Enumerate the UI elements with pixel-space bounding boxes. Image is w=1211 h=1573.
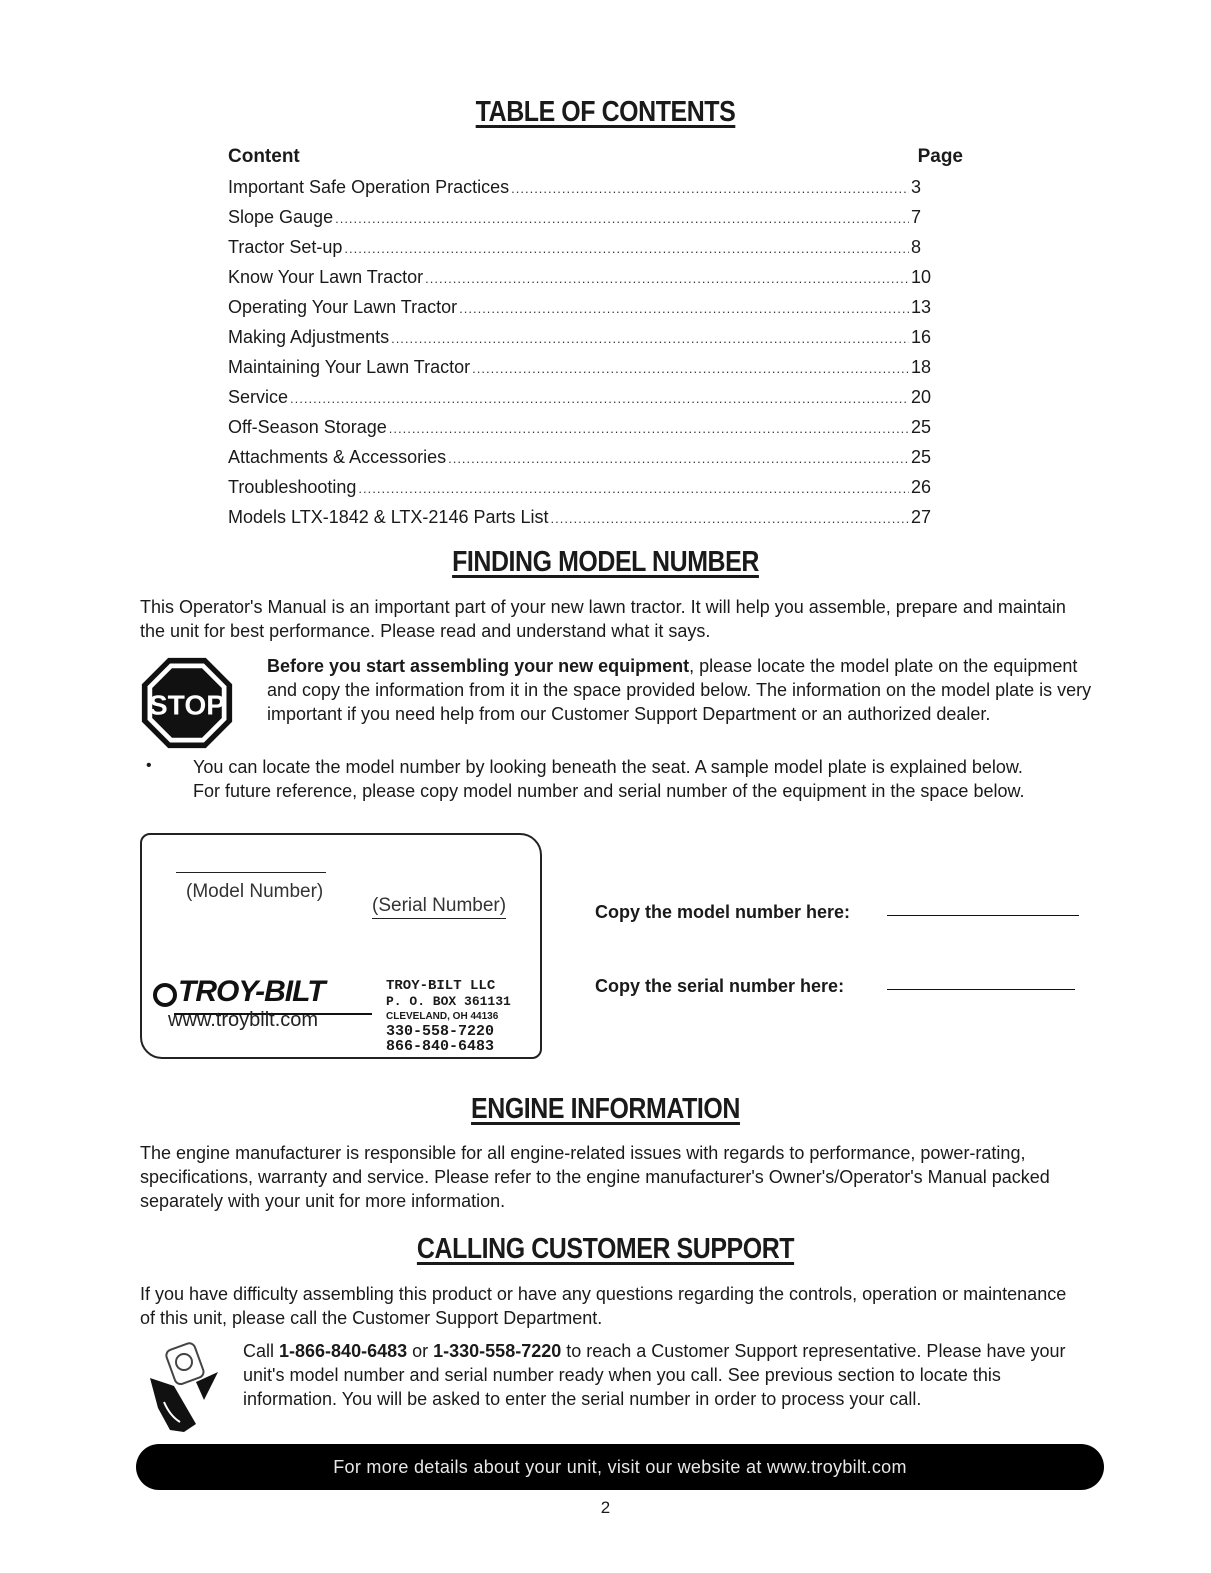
call-rest: to reach a Customer Support representative. Please have your unit's model number and serial number ready when you call. See previous section to locate this information. You will be asked to enter the serial number in order to process your call. xyxy=(243,1341,1066,1409)
toc-leader-dots xyxy=(459,292,909,324)
toc-leader-dots xyxy=(391,322,909,354)
model-location-bullet: You can locate the model number by looking beneath the seat. A sample model plate is explained below. For future reference, please copy model number and serial number of the equipment in the space below. xyxy=(193,757,1025,801)
support-call-text xyxy=(243,1339,1088,1411)
toc-row xyxy=(228,442,933,472)
copy-model-label: Copy the model number here: xyxy=(595,902,851,922)
toc-page: 25 xyxy=(911,417,932,437)
toc-leader-dots xyxy=(290,382,909,414)
toc-row xyxy=(228,322,933,352)
toc-row xyxy=(228,472,933,502)
toc-leader-dots xyxy=(472,352,909,384)
toc-page: 27 xyxy=(911,507,932,527)
plate-model-label: (Model Number) xyxy=(186,881,324,902)
toc-title: Operating Your Lawn Tractor xyxy=(228,297,458,317)
toc-title: Service xyxy=(228,387,289,407)
toc-row xyxy=(228,412,933,442)
website-banner: For more details about your unit, visit our website at www.troybilt.com xyxy=(136,1444,1104,1490)
serial-number-blank[interactable] xyxy=(887,989,1075,990)
toc-title: Making Adjustments xyxy=(228,327,390,347)
copy-serial-label: Copy the serial number here: xyxy=(595,976,845,996)
plate-website: www.troybilt.com xyxy=(168,1009,319,1031)
toc-page-header: Page xyxy=(917,146,963,167)
plate-address-line: P. O. BOX 361131 xyxy=(386,994,511,1009)
stop-notice xyxy=(267,654,1097,726)
model-line xyxy=(176,872,326,873)
bullet-icon: • xyxy=(146,757,152,774)
toc-page: 3 xyxy=(911,177,922,197)
stop-notice-text: , please locate the model plate on the equipment and copy the information from it in the space provided below. The information on the model plate is very important if you need help from our Customer Support Department or an authorized dealer. xyxy=(267,656,1092,724)
call-prefix: Call xyxy=(243,1341,280,1361)
toc-page: 13 xyxy=(911,297,932,317)
table-of-contents xyxy=(228,146,963,532)
toc-title: Know Your Lawn Tractor xyxy=(228,267,424,287)
toc-title: Slope Gauge xyxy=(228,207,334,227)
toc-page: 8 xyxy=(911,237,922,257)
troybilt-logo-icon xyxy=(152,982,178,1008)
support-heading: CALLING CUSTOMER SUPPORT xyxy=(416,1233,795,1265)
toc-page: 25 xyxy=(911,447,932,467)
toc-row xyxy=(228,262,933,292)
plate-address-line: TROY-BILT LLC xyxy=(386,978,496,994)
toc-title: Troubleshooting xyxy=(228,477,357,497)
toc-heading: TABLE OF CONTENTS xyxy=(475,96,736,128)
call-or: or xyxy=(407,1341,434,1361)
toc-leader-dots xyxy=(389,412,909,444)
plate-address-line: 866-840-6483 xyxy=(386,1038,495,1055)
model-intro: This Operator's Manual is an important part of your new lawn tractor. It will help you assemble, prepare and maintain the unit for best performance. Please read and understand what it says. xyxy=(140,597,1066,641)
toc-leader-dots xyxy=(511,172,909,204)
toc-page: 7 xyxy=(911,207,922,227)
phone-number-1[interactable]: 1-866-840-6483 xyxy=(279,1341,408,1361)
toc-leader-dots xyxy=(425,262,909,294)
toc-leader-dots xyxy=(358,472,909,504)
stop-sign-label: STOP xyxy=(148,688,226,721)
toc-title: Attachments & Accessories xyxy=(228,447,447,467)
toc-title: Important Safe Operation Practices xyxy=(228,177,510,197)
phone-number-2[interactable]: 1-330-558-7220 xyxy=(433,1341,562,1361)
toc-title: Models LTX-1842 & LTX-2146 Parts List xyxy=(228,507,549,527)
toc-leader-dots xyxy=(335,202,909,234)
toc-page: 10 xyxy=(911,267,932,287)
toc-leader-dots xyxy=(448,442,909,474)
toc-page: 26 xyxy=(911,477,932,497)
toc-page: 20 xyxy=(911,387,932,407)
toc-leader-dots xyxy=(550,502,909,534)
engine-heading: ENGINE INFORMATION xyxy=(471,1093,740,1125)
toc-leader-dots xyxy=(344,232,909,264)
toc-row xyxy=(228,202,933,232)
toc-row xyxy=(228,502,933,532)
sample-model-plate xyxy=(140,833,542,1059)
toc-row xyxy=(228,232,933,262)
plate-address xyxy=(386,979,511,1054)
plate-address-line: 330-558-7220 xyxy=(386,1023,495,1040)
toc-row xyxy=(228,292,933,322)
toc-page: 16 xyxy=(911,327,932,347)
page-number: 2 xyxy=(600,1498,611,1517)
plate-brand: TROY-BILT xyxy=(178,975,325,1008)
phone-icon xyxy=(144,1342,224,1434)
toc-row xyxy=(228,382,933,412)
model-number-blank[interactable] xyxy=(887,915,1079,916)
plate-serial-label: (Serial Number) xyxy=(372,895,506,919)
toc-title: Tractor Set-up xyxy=(228,237,343,257)
model-heading: FINDING MODEL NUMBER xyxy=(452,546,759,578)
stop-notice-bold: Before you start assembling your new equipment xyxy=(267,656,690,676)
plate-address-line: CLEVELAND, OH 44136 xyxy=(386,1011,499,1022)
engine-text: The engine manufacturer is responsible for all engine-related issues with regards to performance, power-rating, specifications, warranty and service. Please refer to the engine manufacturer's Owner's/Operator's Manual packed separately with your unit for more information. xyxy=(140,1143,1050,1211)
toc-title: Maintaining Your Lawn Tractor xyxy=(228,357,471,377)
toc-page: 18 xyxy=(911,357,932,377)
toc-content-header: Content xyxy=(228,146,300,167)
toc-row xyxy=(228,172,933,202)
toc-row xyxy=(228,352,933,382)
toc-title: Off-Season Storage xyxy=(228,417,387,437)
stop-sign-icon xyxy=(140,656,234,750)
support-intro: If you have difficulty assembling this product or have any questions regarding the controls, operation or maintenance of this unit, please call the Customer Support Department. xyxy=(140,1284,1067,1328)
